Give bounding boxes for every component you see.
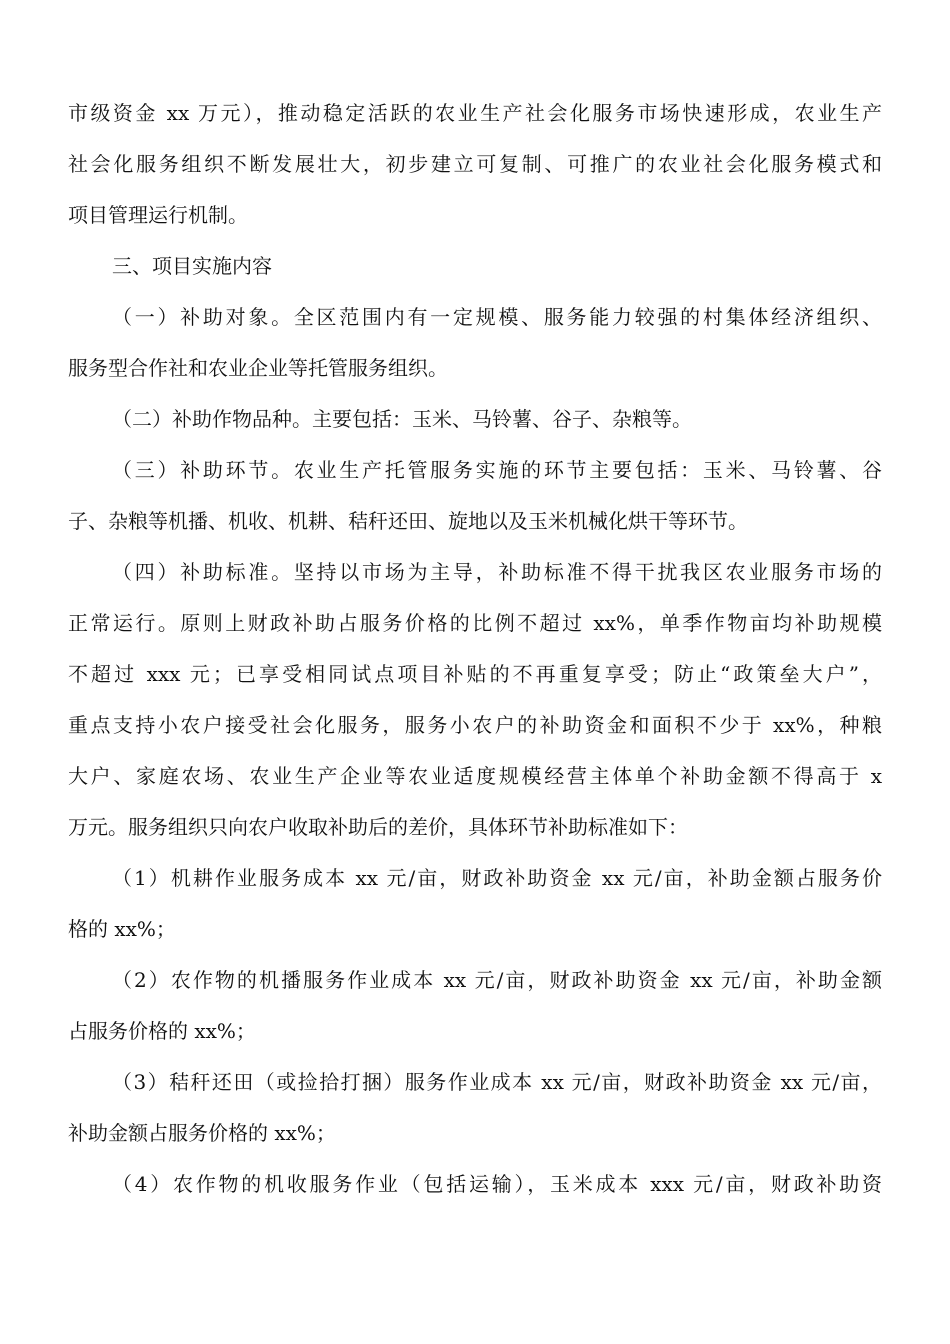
text-line: （四）补助标准。坚持以市场为主导，补助标准不得干扰我区农业服务市场的 [112, 560, 882, 584]
text-line: 子、杂粮等机播、机收、机耕、秸秆还田、旋地以及玉米机械化烘干等环节。 [68, 509, 748, 533]
text-line: （2）农作物的机播服务作业成本 xx 元/亩，财政补助资金 xx 元/亩，补助金额 [112, 968, 882, 992]
text-line: 重点支持小农户接受社会化服务，服务小农户的补助资金和面积不少于 xx%，种粮 [68, 713, 882, 737]
text-line: 万元。服务组织只向农户收取补助后的差价，具体环节补助标准如下： [68, 815, 688, 839]
text-line: 格的 xx%； [68, 917, 176, 941]
text-line: 社会化服务组织不断发展壮大，初步建立可复制、可推广的农业社会化服务模式和 [68, 152, 882, 176]
text-line: （一）补助对象。全区范围内有一定规模、服务能力较强的村集体经济组织、 [112, 305, 882, 329]
text-line: （4）农作物的机收服务作业（包括运输），玉米成本 xxx 元/亩，财政补助资 [112, 1172, 882, 1196]
text-line: （二）补助作物品种。主要包括：玉米、马铃薯、谷子、杂粮等。 [112, 407, 692, 431]
text-line: 大户、家庭农场、农业生产企业等农业适度规模经营主体单个补助金额不得高于 x [68, 764, 882, 788]
text-line: 三、项目实施内容 [112, 254, 272, 278]
text-line: （1）机耕作业服务成本 xx 元/亩，财政补助资金 xx 元/亩，补助金额占服务价 [112, 866, 882, 890]
text-line: 占服务价格的 xx%； [68, 1019, 256, 1043]
text-line: （3）秸秆还田（或捡拾打捆）服务作业成本 xx 元/亩，财政补助资金 xx 元/亩， [112, 1070, 882, 1094]
text-line: 不超过 xxx 元；已享受相同试点项目补贴的不再重复享受；防止“政策垒大户”， [68, 662, 882, 686]
text-line: 市级资金 xx 万元），推动稳定活跃的农业生产社会化服务市场快速形成，农业生产 [68, 101, 882, 125]
text-line: （三）补助环节。农业生产托管服务实施的环节主要包括：玉米、马铃薯、谷 [112, 458, 882, 482]
document-body [68, 88, 882, 1210]
text-line: 项目管理运行机制。 [68, 203, 248, 227]
text-line: 补助金额占服务价格的 xx%； [68, 1121, 336, 1145]
text-line: 正常运行。原则上财政补助占服务价格的比例不超过 xx%，单季作物亩均补助规模 [68, 611, 882, 635]
text-line: 服务型合作社和农业企业等托管服务组织。 [68, 356, 448, 380]
